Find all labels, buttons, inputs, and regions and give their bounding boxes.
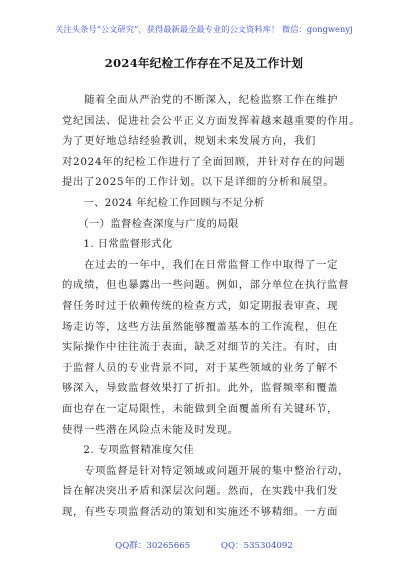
paragraph-line: 提出了2025年的工作计划。以下是详细的分析和展望。 bbox=[62, 176, 335, 189]
item-heading: 1. 日常监督形式化 bbox=[62, 238, 173, 251]
promo-banner: 关注头条号“公文研究”，获得最新最全最专业的公文资料库！ 微信：gongwenyj bbox=[55, 24, 353, 34]
paragraph-line: 在过去的一年中，我们在日常监督工作中取得了一定 bbox=[62, 258, 339, 271]
paragraph-line: 旨在解决突出矛盾和深层次问题。然而，在实践中我们发 bbox=[62, 485, 339, 498]
paragraph-line: 面也存在一定局限性，未能做到全面覆盖所有关键环节， bbox=[62, 402, 339, 415]
document-body bbox=[62, 90, 361, 522]
paragraph-line: 专项监督是针对特定领域或问题开展的集中整治行动， bbox=[62, 464, 350, 477]
qq-contact-number: QQ：535304092 bbox=[220, 541, 293, 551]
section-heading: 一、2024 年纪检工作回顾与不足分析 bbox=[62, 196, 265, 209]
document-title: 2024年纪检工作存在不足及工作计划 bbox=[104, 56, 304, 70]
paragraph-line: 现，有些专项监督活动的策划和实施还不够精细。一方面 bbox=[62, 505, 339, 518]
qq-group-number: QQ群：30265665 bbox=[115, 541, 191, 551]
paragraph-line: 督任务时过于依赖传统的检查方式，如定期报表审查、现 bbox=[62, 299, 339, 312]
contact-footer bbox=[0, 539, 408, 551]
paragraph-line: 对2024年的纪检工作进行了全面回顾，并针对存在的问题 bbox=[62, 155, 346, 168]
subsection-heading: （一）监督检查深度与广度的局限 bbox=[62, 217, 239, 230]
paragraph-line: 为了更好地总结经验教训，规划未来发展方向，我们 bbox=[62, 135, 317, 148]
item-heading: 2. 专项监督精准度欠佳 bbox=[62, 444, 194, 457]
paragraph-line: 随着全面从严治党的不断深入，纪检监察工作在维护 bbox=[62, 94, 339, 106]
paragraph-line: 的成绩，但也暴露出一些问题。例如，部分单位在执行监督 bbox=[62, 279, 350, 292]
paragraph-line: 于监督人员的专业背景不同，对于某些领域的业务了解不 bbox=[62, 361, 339, 374]
paragraph-line: 实际操作中往往流于表面，缺乏对细节的关注。有时，由 bbox=[62, 341, 339, 354]
paragraph-line: 党纪国法、促进社会公平正义方面发挥着越来越重要的作用。 bbox=[62, 114, 361, 127]
paragraph-line: 使得一些潜在风险点未能及时发现。 bbox=[62, 423, 239, 436]
paragraph-line: 够深入，导致监督效果打了折扣。此外，监督频率和覆盖 bbox=[62, 382, 339, 395]
paragraph-line: 场走访等，这些方法虽然能够覆盖基本的工作流程，但在 bbox=[62, 320, 339, 333]
